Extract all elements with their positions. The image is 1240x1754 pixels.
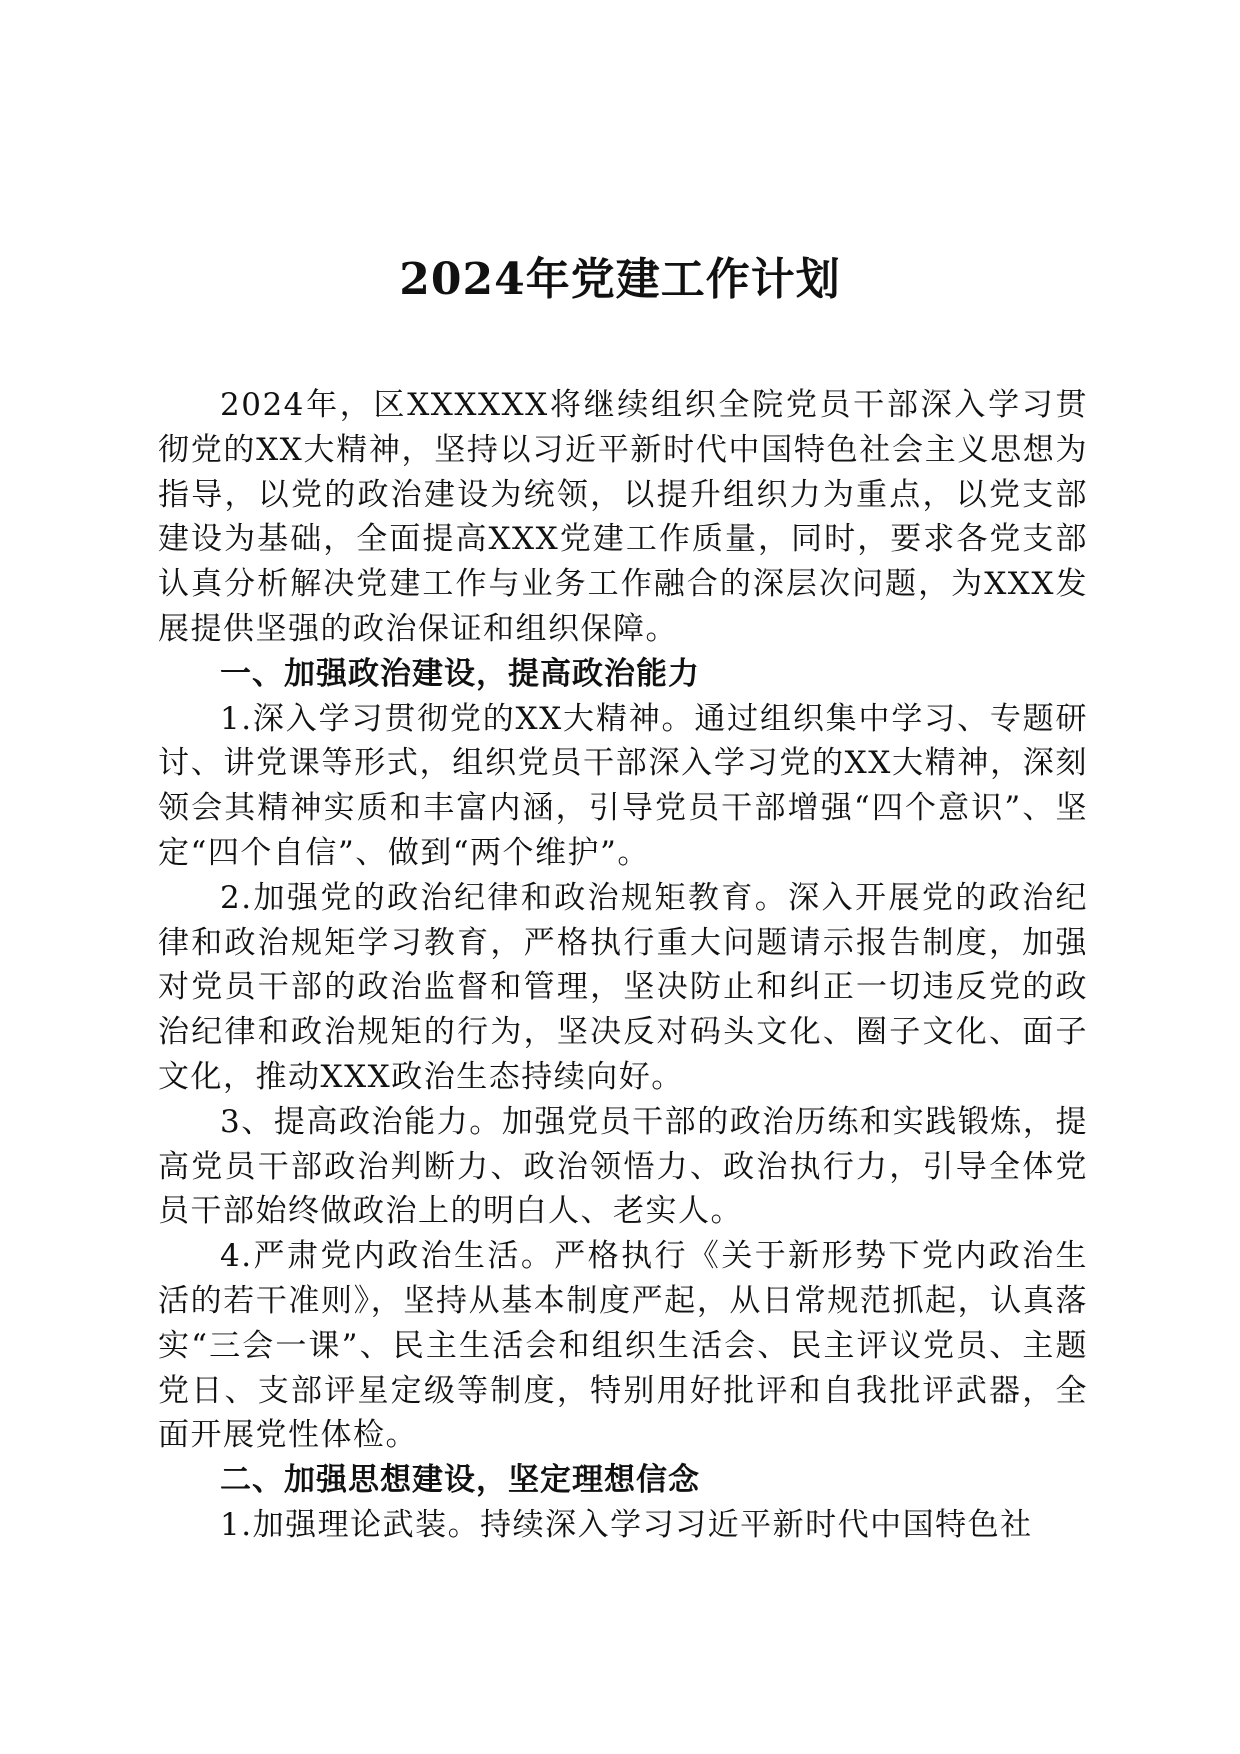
paragraph-1-4: 4.严肃党内政治生活。严格执行《关于新形势下党内政治生活的若干准则》，坚持从基本制度严起，从日常规范抓起，认真落实“三会一课”、民主生活会和组织生活会、民主评议党员、主题党日、支部评星定级等制度，特别用好批评和自我批评武器，全面开展党性体检。 [158, 1238, 1088, 1454]
intro-paragraph: 2024年，区XXXXXX将继续组织全院党员干部深入学习贯彻党的XX大精神，坚持以习近平新时代中国特色社会主义思想为指导，以党的政治建设为统领，以提升组织力为重点，以党支部建设为基础，全面提高XXX党建工作质量，同时，要求各党支部认真分析解决党建工作与业务工作融合的深层次问题，为XXX发展提供坚强的政治保证和组织保障。 [158, 387, 1088, 647]
paragraph-1-1: 1.深入学习贯彻党的XX大精神。通过组织集中学习、专题研讨、讲党课等形式，组织党员干部深入学习党的XX大精神，深刻领会其精神实质和丰富内涵，引导党员干部增强“四个意识”、坚定“四个自信”、做到“两个维护”。 [158, 700, 1088, 871]
paragraph-1-3: 3、提高政治能力。加强党员干部的政治历练和实践锻炼，提高党员干部政治判断力、政治领悟力、政治执行力，引导全体党员干部始终做政治上的明白人、老实人。 [158, 1103, 1088, 1230]
document-body [158, 383, 1088, 1548]
paragraph-1-2: 2.加强党的政治纪律和政治规矩教育。深入开展党的政治纪律和政治规矩学习教育，严格执行重大问题请示报告制度，加强对党员干部的政治监督和管理，坚决防止和纠正一切违反党的政治纪律和政治规矩的行为，坚决反对码头文化、圈子文化、面子文化，推动XXX政治生态持续向好。 [158, 879, 1088, 1095]
paragraph-2-1: 1.加强理论武装。持续深入学习习近平新时代中国特色社 [220, 1506, 1033, 1543]
section-heading-1: 一、加强政治建设，提高政治能力 [220, 655, 700, 692]
section-heading-2: 二、加强思想建设，坚定理想信念 [220, 1462, 700, 1499]
document-title: 2024年党建工作计划 [399, 254, 841, 305]
